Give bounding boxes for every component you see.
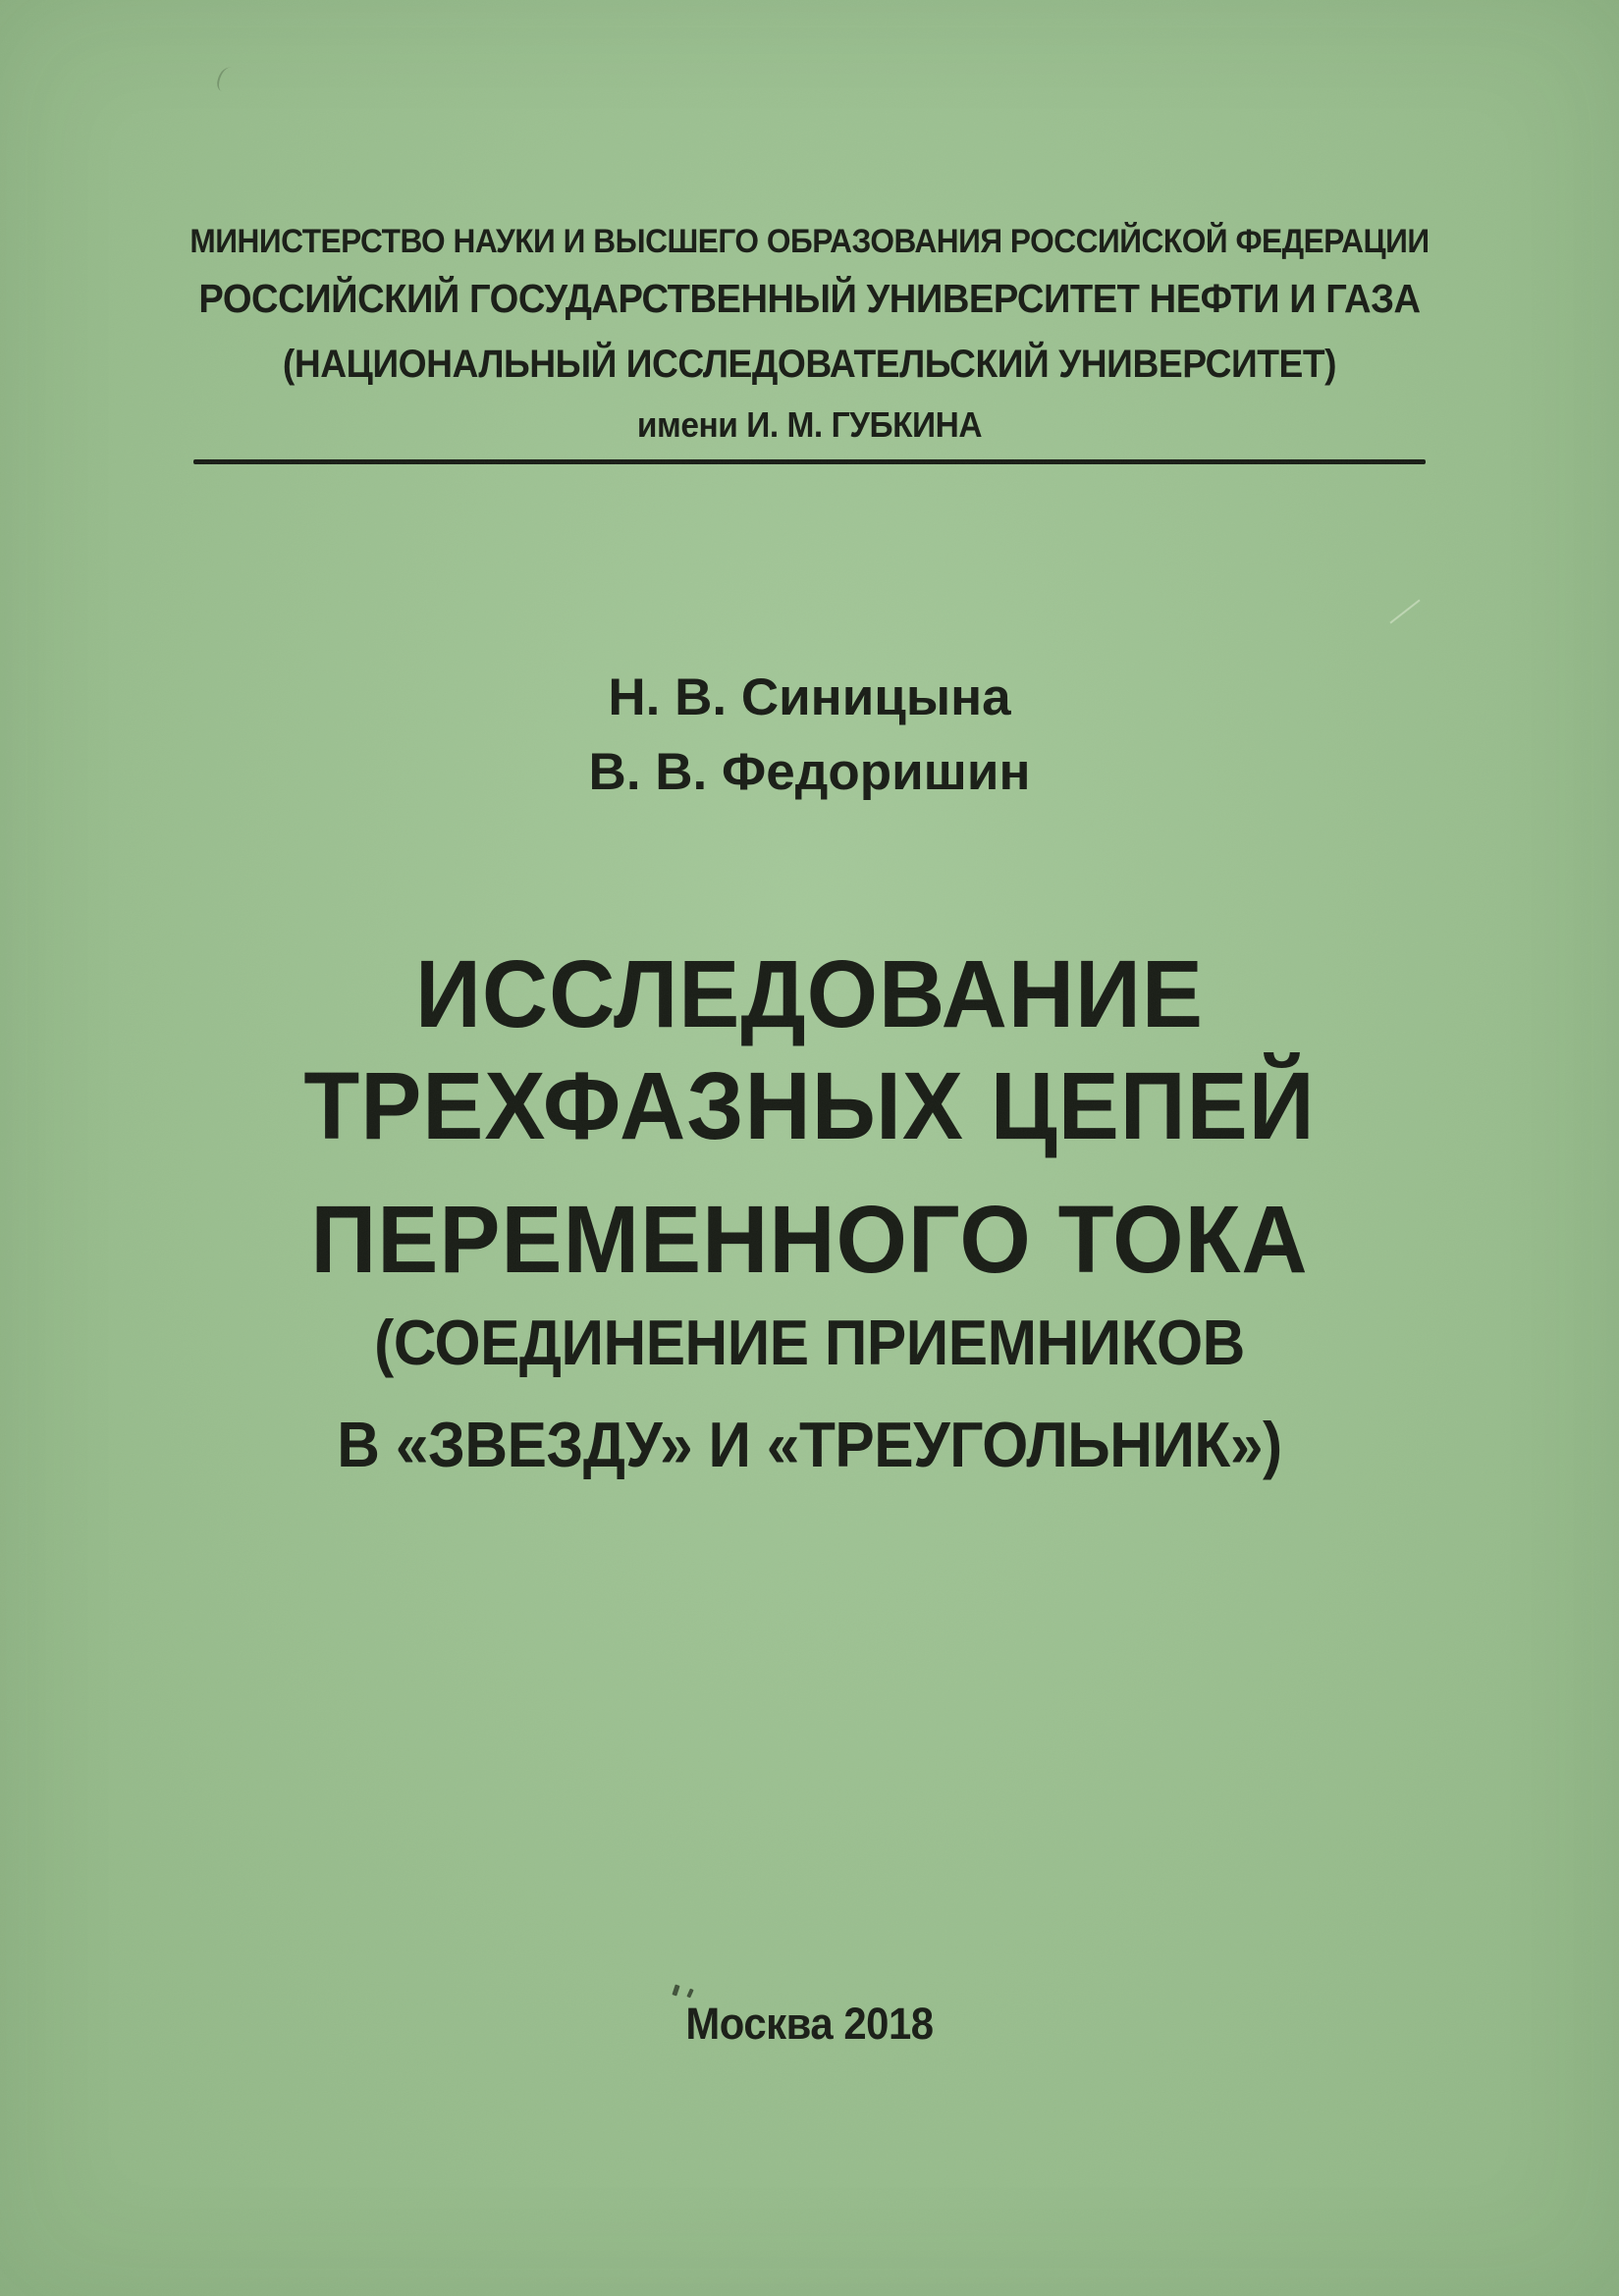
imprint-city-year: Москва 2018 xyxy=(685,1999,934,2049)
university-named-after: имени И. М. ГУБКИНА xyxy=(636,404,983,445)
author-name: В. В. Федоришин xyxy=(588,743,1031,801)
book-title-line: ТРЕХФАЗНЫХ ЦЕПЕЙ xyxy=(303,1052,1316,1159)
university-status: (НАЦИОНАЛЬНЫЙ ИССЛЕДОВАТЕЛЬСКИЙ УНИВЕРСИТЕТ) xyxy=(282,343,1337,386)
ministry-line: МИНИСТЕРСТВО НАУКИ И ВЫСШЕГО ОБРАЗОВАНИЯ РОССИЙСКОЙ ФЕДЕРАЦИИ xyxy=(189,223,1430,260)
author-name: Н. В. Синицына xyxy=(608,668,1011,726)
book-subtitle-line: В «ЗВЕЗДУ» И «ТРЕУГОЛЬНИК») xyxy=(337,1409,1282,1480)
scan-artifact xyxy=(672,1984,679,1996)
scan-artifact xyxy=(215,65,239,94)
university-name: РОССИЙСКИЙ ГОСУДАРСТВЕННЫЙ УНИВЕРСИТЕТ НЕФТИ И ГАЗА xyxy=(198,276,1421,321)
scan-artifact xyxy=(1389,600,1420,624)
book-title-line: ИССЛЕДОВАНИЕ xyxy=(414,940,1204,1047)
scan-artifact xyxy=(686,1989,693,1999)
book-title-line: ПЕРЕМЕННОГО ТОКА xyxy=(310,1186,1309,1293)
book-subtitle-line: (СОЕДИНЕНИЕ ПРИЕМНИКОВ xyxy=(374,1307,1245,1378)
header-divider-rule xyxy=(193,459,1426,464)
